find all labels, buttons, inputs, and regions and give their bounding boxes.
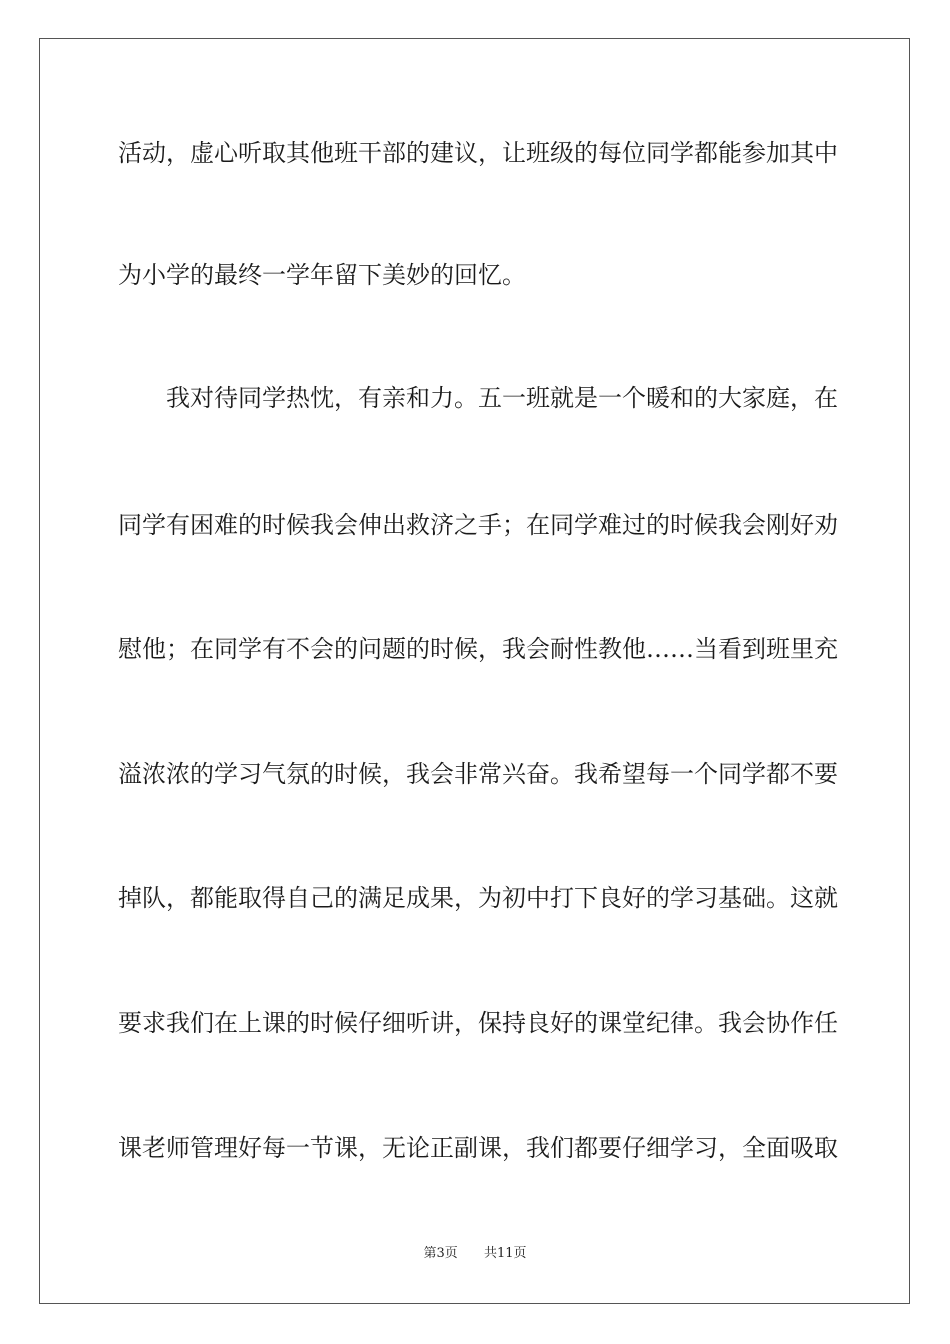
total-pages: 共11页 bbox=[484, 1246, 527, 1261]
page-border bbox=[39, 38, 910, 1304]
paragraph-line: 掉队，都能取得自己的满足成果，为初中打下良好的学习基础。这就 bbox=[118, 884, 838, 912]
paragraph-line: 为小学的最终一学年留下美妙的回忆。 bbox=[118, 261, 526, 289]
paragraph-line: 要求我们在上课的时候仔细听讲，保持良好的课堂纪律。我会协作任 bbox=[118, 1009, 838, 1037]
paragraph-line: 同学有困难的时候我会伸出救济之手；在同学难过的时候我会刚好劝 bbox=[118, 511, 838, 539]
paragraph-line: 活动，虚心听取其他班干部的建议，让班级的每位同学都能参加其中 bbox=[118, 139, 838, 167]
paragraph-line: 我对待同学热忱，有亲和力。五一班就是一个暖和的大家庭，在 bbox=[166, 384, 838, 412]
paragraph-line: 慰他；在同学有不会的问题的时候，我会耐性教他……当看到班里充 bbox=[118, 635, 838, 663]
paragraph-line: 课老师管理好每一节课，无论正副课，我们都要仔细学习，全面吸取 bbox=[118, 1134, 838, 1162]
page-number: 第3页 bbox=[423, 1246, 458, 1261]
paragraph-line: 溢浓浓的学习气氛的时候，我会非常兴奋。我希望每一个同学都不要 bbox=[118, 760, 838, 788]
page-footer bbox=[0, 1245, 950, 1263]
